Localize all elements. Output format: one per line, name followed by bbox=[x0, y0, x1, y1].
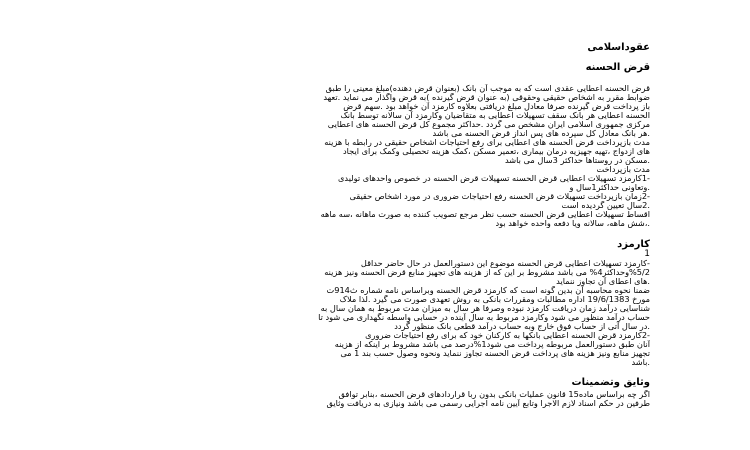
paragraph-line: تجهیز منابع ونیز هزینه های پرداخت قرض الحسنه تجاوز ننماید ونحوه وصول حسب بند 1 می bbox=[340, 349, 650, 358]
paragraph-line: های ازدواج ،تهیه جهیزیه درمان بیماری ،تعمیر مسکن ،کمک هزینه تحصیلی وکمک برای ایجاد bbox=[343, 147, 650, 156]
item-number: 1 bbox=[644, 249, 650, 259]
paragraph-line: ضوابط مقرر به اشخاص حقیقی وحقوقی (به عنوان قرض گیرنده )به قرض واگذار می نماید .تعهد bbox=[323, 93, 650, 102]
paragraph-line: مورخ 19/6/1383 اداره مطالبات ومقررات بانکی به روش تعهدی صورت می گیرد .لذا ملاک bbox=[339, 295, 650, 304]
paragraph-line: مرکزی جمهوری اسلامی ایران مشخص می گردد .حداکثر مجموع کل قرض الحسنه های اعطایی bbox=[327, 120, 650, 129]
paragraph-line: الحسنه اعطایی هر بانک سقف تسهیلات اعطایی به متقاضیان وکارمزد آن سالانه توسط بانک bbox=[340, 111, 650, 120]
paragraph-line: مدت بازپرداخت bbox=[596, 165, 650, 174]
paragraph-line: شناسایی درآمد زمان دریافت کارمزد نبوده وصرفا هر سال به میزان مدت مربوط به همان سال به bbox=[320, 304, 650, 313]
paragraph-line: .،شش ماهه، سالانه ویا دفعه واحده خواهد بود bbox=[495, 219, 650, 228]
section-title-fee: کارمزد bbox=[617, 239, 650, 250]
paragraph-line: -کارمزد تسهیلات اعطایی قرض الحسنه موضوع این دستورالعمل در حال حاضر حداقل bbox=[360, 259, 650, 268]
main-heading: عقوداسلامی bbox=[587, 42, 650, 53]
paragraph-line: .در سال آتی از حساب فوق خارج وبه حساب درآمد قطعی بانک منظور گردد bbox=[394, 322, 650, 331]
paragraph-line: .باشد bbox=[631, 358, 650, 367]
paragraph-line: .های اعطای آن تجاوز ننماید bbox=[556, 277, 650, 286]
paragraph-line: -1کارمزد تسهیلات اعطایی قرض الحسنه تسهیلات قرض الحسنه در خصوص واحدهای تولیدی bbox=[337, 174, 650, 183]
paragraph-line: .2سال تعیین گردیده است bbox=[561, 201, 650, 210]
paragraph-line: آنان طبق دستورالعمل مربوطه پرداخت می شود1%درصد می باشد مشروط بر اینکه از هزینه bbox=[334, 340, 650, 349]
paragraph-line: طرفین در حکم اسناد لازم الاجرا وتابع آیین نامه اجرایی رسمی می باشد ونیازی به دریافت وثایق bbox=[326, 399, 650, 408]
paragraph-line: ضمنا نحوه محاسبه آن بدین گونه است که کارمزد قرض الحسنه وبراساس نامه شماره ث914ت bbox=[326, 286, 650, 295]
paragraph-line: -2زمان بازپرداخت تسهیلات قرض الحسنه رفع احتیاجات ضروری در مورد اشخاص حقیقی bbox=[349, 192, 650, 201]
paragraph-line: حساب درآمد منظور می شود وکارمزد مربوط به سال آینده در حسابی واسطه نگهداری می شود تا bbox=[318, 313, 650, 322]
paragraph-line: .هر بانک معادل کل سپرده های پس انداز قرض الحسنه می باشد bbox=[432, 129, 650, 138]
section-title-collateral: وثایق وتضمینات bbox=[571, 377, 650, 388]
paragraph-line: اگر چه براساس ماده15 قانون عملیات بانکی بدون ربا قراردادهای قرض الحسنه ،بنابر توافق bbox=[338, 390, 650, 399]
paragraph-line: مدت بازپرداخت قرض الحسنه های اعطایی برای رفع احتیاجات اشخاص حقیقی در رابطه با هزینه bbox=[324, 138, 650, 147]
paragraph-line: قرض الحسنه اعطایی عقدی است که به موجب آن بانک (بعنوان قرض دهنده)مبلغ معینی را طبق bbox=[325, 84, 650, 93]
paragraph-line: %5/2وحداکثر4% می باشد مشروط بر این که از هزینه های تجهیز منابع قرض الحسنه ونیز هزینه bbox=[324, 268, 650, 277]
paragraph-line: -2کارمزد قرض الحسنه اعطایی بانکها به کارکنان خود که برای رفع احتیاجات ضروری bbox=[365, 331, 650, 340]
paragraph-line: .وتعاونی حداکثر1سال و bbox=[569, 183, 650, 192]
paragraph-line: باز پرداخت قرض گیرنده صرفا معادل مبلغ دریافتی بعلاوه کارمزد آن خواهد بود .سهم قرض bbox=[343, 102, 650, 111]
paragraph-line: اقساط تسهیلات اعطایی قرض الحسنه حسب نظر مرجع تصویب کننده به صورت ماهانه ،سه ماهه bbox=[320, 210, 650, 219]
paragraph-line: .مسکن در روستاها حداکثر 3سال می باشد bbox=[505, 156, 650, 165]
section-title-qard-hasaneh: قرض الحسنه bbox=[585, 62, 650, 73]
